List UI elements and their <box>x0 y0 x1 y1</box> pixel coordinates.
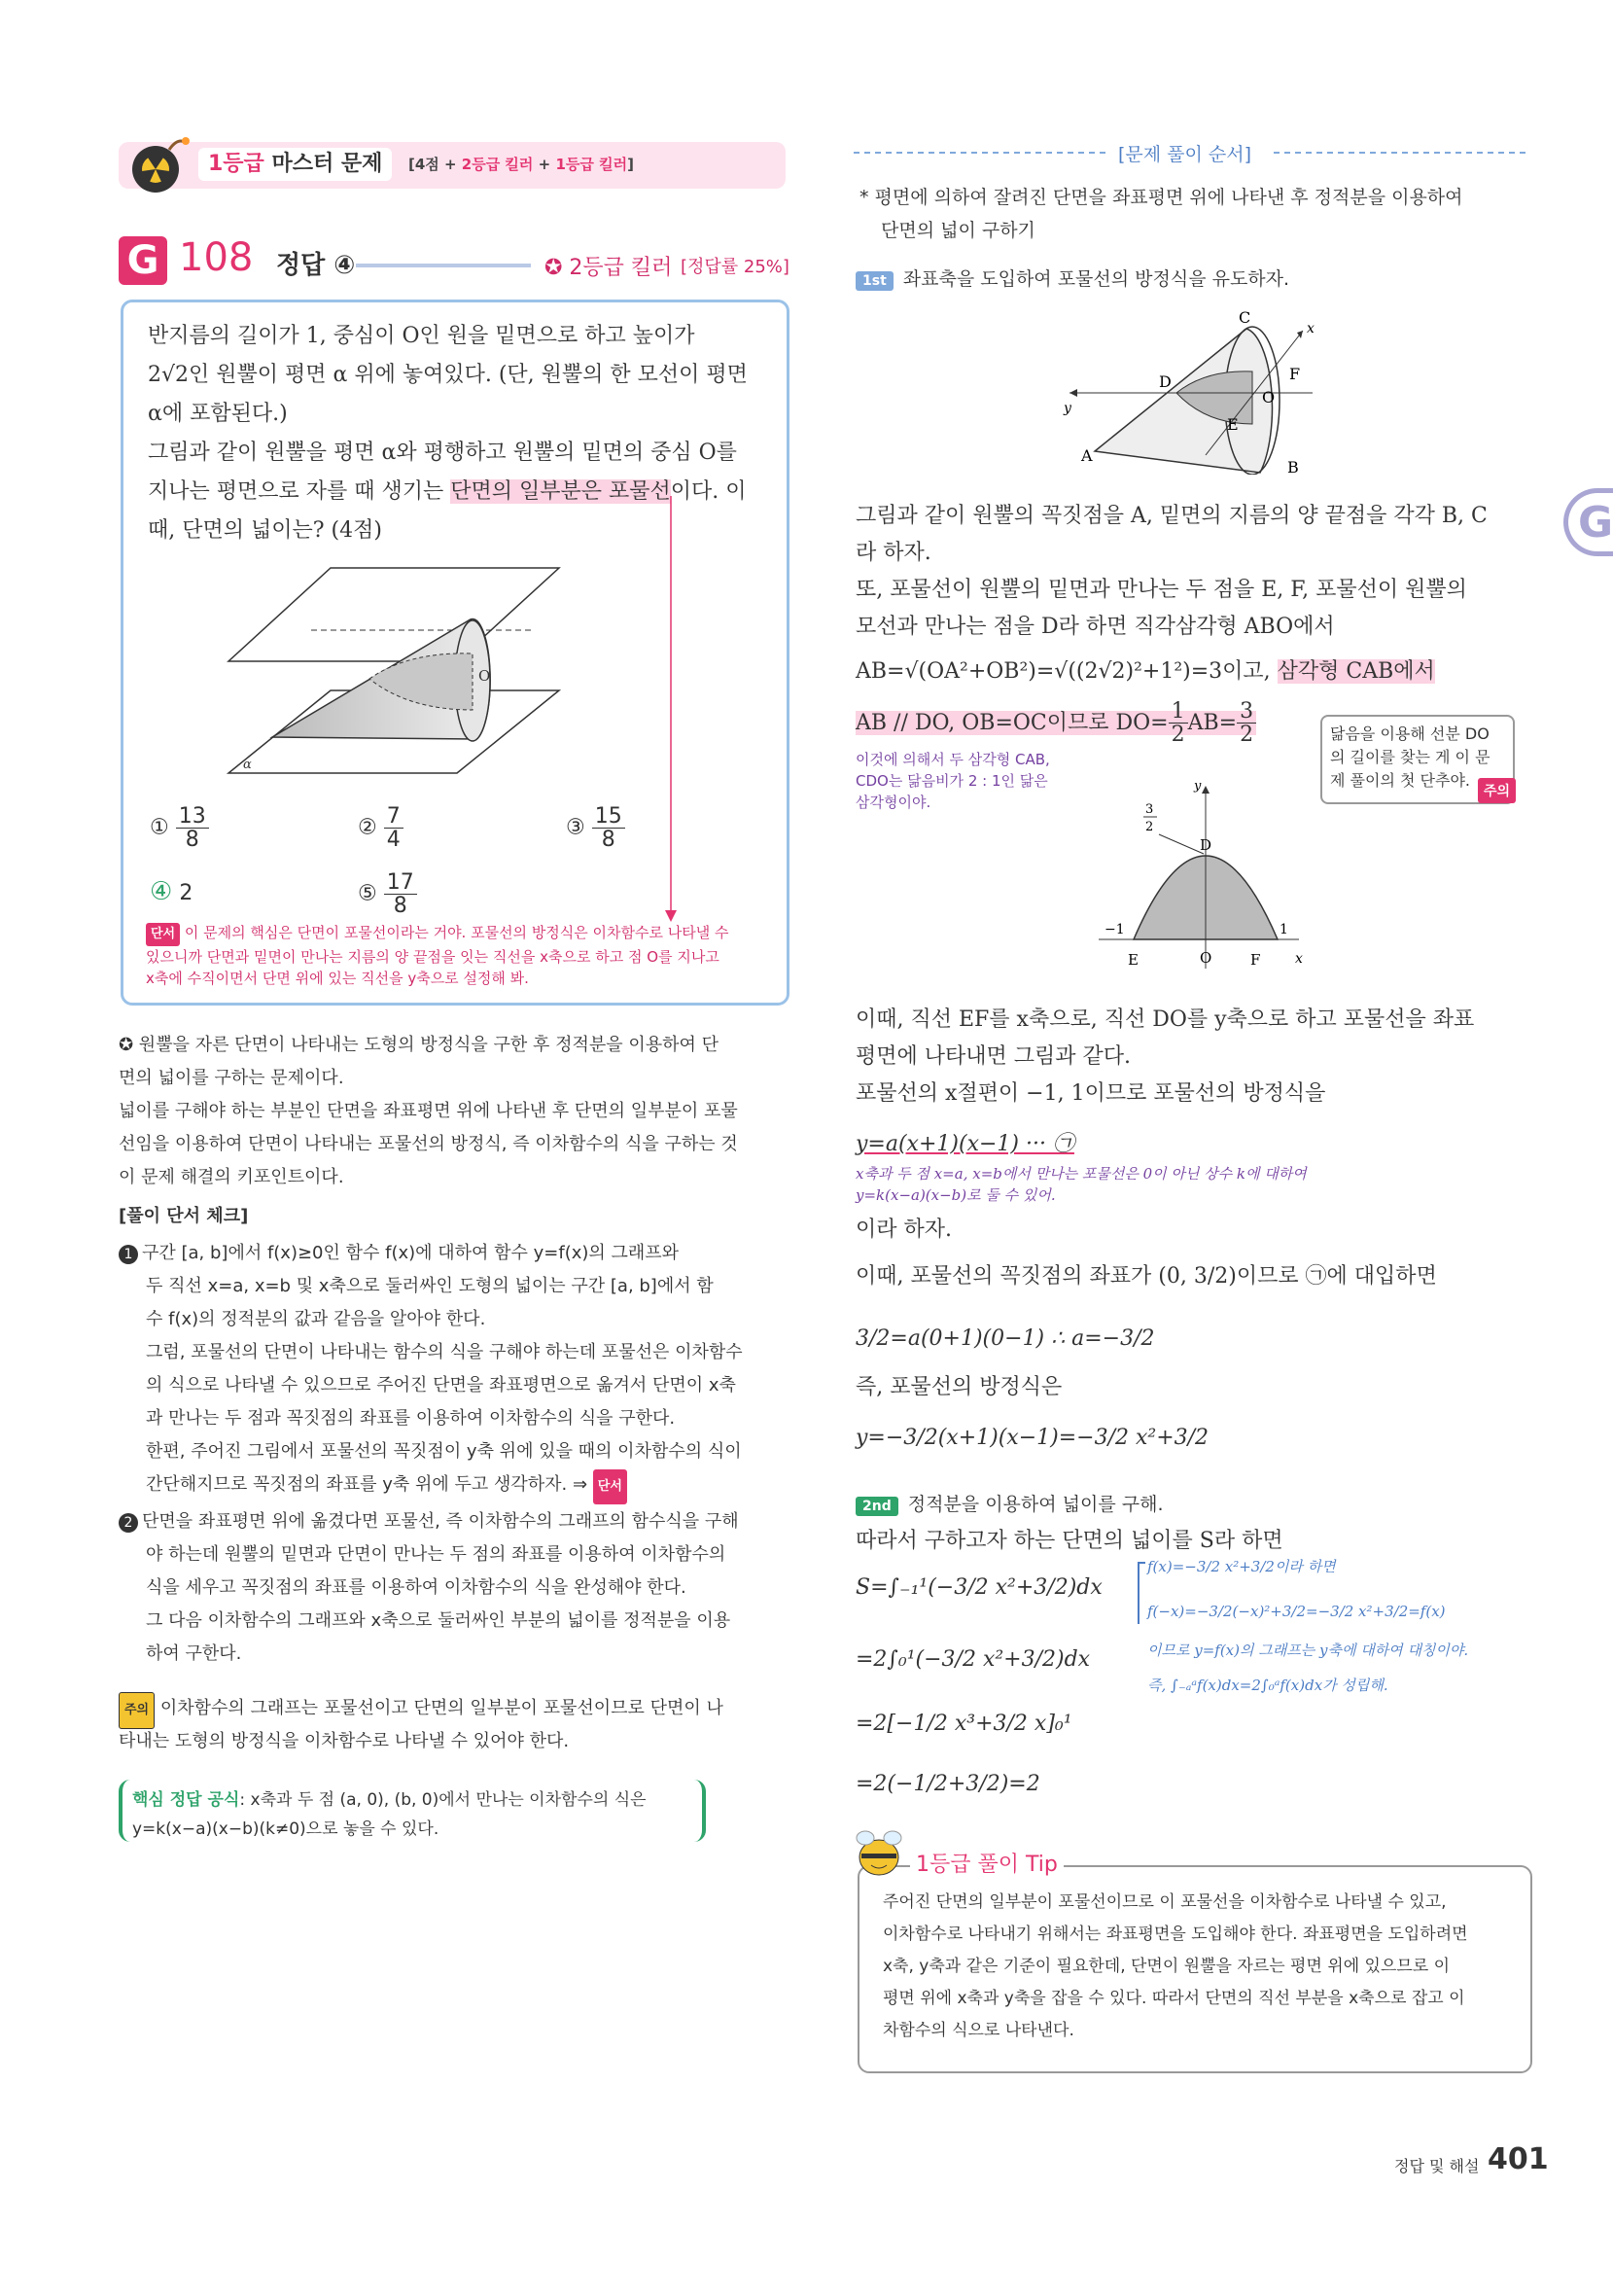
problem-line-1: 반지름의 길이가 1, 중심이 O인 원을 밑면으로 하고 높이가 <box>148 324 695 348</box>
fig2-label-num: 3 <box>1145 802 1154 817</box>
item2-line-4: 그 다음 이차함수의 그래프와 x축으로 둘러싸인 부분의 넓이를 정적분을 이용 <box>146 1610 731 1631</box>
p3: 이라 하자. <box>856 1218 952 1242</box>
fig1-label-b: B <box>1287 458 1299 475</box>
cone-plane-figure <box>214 564 661 778</box>
header-banner <box>119 142 786 189</box>
fig2-label-e: E <box>1128 951 1139 969</box>
item1-line-7: 한편, 주어진 그림에서 포물선의 꼭짓점이 y축 위에 있을 때의 이차함수의 식이 <box>146 1441 742 1462</box>
intro-line-4: 선임을 이용하여 단면이 나타내는 포물선의 방정식, 즉 이차함수의 식을 구하는 것 <box>119 1134 738 1154</box>
bomb-icon <box>124 132 193 196</box>
fig1-label-y: y <box>1064 401 1071 416</box>
fig2-label-den: 2 <box>1145 820 1154 834</box>
number-badge-1: 1 <box>119 1245 138 1264</box>
side-note-1: f(x)=−3/2 x²+3/2이라 하면 <box>1147 1558 1336 1575</box>
intro-line-5: 이 문제 해결의 키포인트이다. <box>119 1167 344 1187</box>
eq1-note-1: x축과 두 점 x=a, x=b에서 만나는 포물선은 0이 아닌 상수 k에 대하여 <box>856 1165 1307 1183</box>
highlight-parabola: 단면의 일부분은 포물선 <box>450 479 671 504</box>
parabola-figure <box>1079 778 1313 982</box>
side-note-2: f(−x)=−3/2(−x)²+3/2=−3/2 x²+3/2=f(x) <box>1147 1603 1446 1620</box>
p2-line-1: 이때, 직선 EF를 x축으로, 직선 DO를 y축으로 하고 포물선을 좌표 <box>856 1007 1475 1032</box>
step2-heading: 2nd 정적분을 이용하여 넓이를 구해. <box>856 1490 1164 1516</box>
intro-line-1: ✪ 원뿔을 자른 단면이 나타내는 도형의 방정식을 구한 후 정적분을 이용하여 단 <box>119 1035 719 1055</box>
purple-note-3: 삼각형이야. <box>856 794 931 811</box>
p1-line-1: 그림과 같이 원뿔의 꼭짓점을 A, 밑면의 지름의 양 끝점을 각각 B, C <box>856 504 1488 528</box>
fig1-label-f: F <box>1289 365 1301 383</box>
item1-line-5: 의 식으로 나타낼 수 있으므로 주어진 단면을 좌표평면으로 옮겨서 단면이 x축 <box>146 1375 736 1395</box>
problem-line-6: 때, 단면의 넓이는? (4점) <box>148 518 382 543</box>
caution-line-2: 타내는 도형의 방정식을 이차함수로 나타낼 수 있어야 한다. <box>119 1731 570 1751</box>
purple-note-2: CDO는 닮음비가 2 : 1인 닮은 <box>856 772 1048 790</box>
fig2-label-minus-one: −1 <box>1105 922 1125 937</box>
fig1-label-d: D <box>1159 372 1172 391</box>
caution-note-tag: 주의 <box>1478 778 1516 803</box>
step1-heading: 1st 좌표축을 도입하여 포물선의 방정식을 유도하자. <box>856 265 1289 291</box>
integral-4: =2(−1/2+3/2)=2 <box>856 1772 1040 1796</box>
fig1-label-a: A <box>1081 446 1093 465</box>
order-title: [문제 풀이 순서] <box>1118 144 1252 165</box>
p2-line-3: 포물선의 x절편이 −1, 1이므로 포물선의 방정식을 <box>856 1081 1326 1106</box>
item2-line-3: 식을 세우고 꼭짓점의 좌표를 이용하여 이차함수의 식을 완성해야 한다. <box>146 1577 686 1598</box>
problem-line-5: 지나는 평면으로 자를 때 생기는 단면의 일부분은 포물선이다. 이 <box>148 479 747 504</box>
p6: 따라서 구하고자 하는 단면의 넓이를 S라 하면 <box>856 1529 1283 1553</box>
footer-label: 정답 및 해설 <box>1394 2157 1480 2175</box>
hint-box: 단서 이 문제의 핵심은 단면이 포물선이라는 거야. 포물선의 방정식은 이차함수로 나타낼 수 있으니까 단면과 밑면이 만나는 지름의 양 끝점을 잇는 직선을 x축으로 하고 점 O를 지나고 x축에 수직이면서 단면 위에 있는 직선을 y축으로 설정해 봐. <box>146 924 729 987</box>
page-number: 401 <box>1488 2142 1549 2176</box>
purple-note-1: 이것에 의해서 두 삼각형 CAB, <box>856 751 1050 768</box>
killer-level: ✪ 2등급 킬러 <box>544 256 673 280</box>
hint-arrow <box>661 496 681 924</box>
item2-line-2: 야 하는데 원뿔의 밑면과 단면이 만나는 두 점의 좌표를 이용하여 이차함수의 <box>146 1544 726 1565</box>
problem-line-2: 2√2인 원뿔이 평면 α 위에 놓여있다. (단, 원뿔의 한 모선이 평면 <box>148 363 748 387</box>
caution-badge: 주의 <box>119 1692 155 1729</box>
fig1-label-x: x <box>1307 321 1315 336</box>
p1-line-3: 또, 포물선이 원뿔의 밑면과 만나는 두 점을 E, F, 포물선이 원뿔의 <box>856 578 1467 602</box>
caution-line-1: 주의 이차함수의 그래프는 포물선이고 단면의 일부분이 포물선이므로 단면이 나 <box>119 1692 789 1729</box>
choice-2[interactable]: ② $\frac{7}{4}$ <box>358 805 403 851</box>
item1-line-4: 그럼, 포물선의 단면이 나타내는 함수의 식을 구해야 하는데 포물선은 이차함수 <box>146 1342 743 1362</box>
step2-badge: 2nd <box>856 1497 898 1516</box>
fig2-label-d: D <box>1200 836 1212 854</box>
hint-badge: 단서 <box>146 923 180 946</box>
number-badge-2: 2 <box>119 1513 138 1533</box>
item1-line-2: 두 직선 x=a, x=b 및 x축으로 둘러싸인 도형의 넓이는 구간 [a, b]에서 함 <box>146 1276 714 1296</box>
p2-line-2: 평면에 나타내면 그림과 같다. <box>856 1044 1131 1069</box>
correct-rate: [정답률 25%] <box>681 257 789 277</box>
header-divider <box>356 264 531 267</box>
side-note-bracket <box>1138 1562 1145 1624</box>
item1-badge: 단서 <box>593 1469 627 1504</box>
eq-do: AB // DO, OB=OC이므로 DO= $\frac{1}{2}$ AB= $\frac{3}{2}$ <box>856 700 1322 746</box>
tip-text: 주어진 단면의 일부분이 포물선이므로 이 포물선을 이차함수로 나타낼 수 있고, 이차함수로 나타내기 위해서는 좌표평면을 도입해야 한다. 좌표평면을 도입하려면 x축, y축과 같은 기준이 필요한데, 단면이 원뿔을 자르는 평면 위에 있으므로 이 평면 위에 x축과 y축을 잡을 수 있다. 따라서 단면의 직선 부분을 x축으로 잡고 이 차함수의 식으로 나타낸다. <box>883 1892 1468 2040</box>
choice-5[interactable]: ⑤ $\frac{17}{8}$ <box>358 871 417 917</box>
order-line-1: * 평면에 의하여 잘려진 단면을 좌표평면 위에 나타낸 후 정적분을 이용하여 <box>859 187 1463 208</box>
item1-line-1: 1 구간 [a, b]에서 f(x)≥0인 함수 f(x)에 대하여 함수 y=f(x)의 그래프와 <box>119 1237 789 1270</box>
problem-line-4: 그림과 같이 원뿔을 평면 α와 평행하고 원뿔의 밑면의 중심 O를 <box>148 441 737 465</box>
section-badge: G <box>119 236 167 285</box>
step1-badge: 1st <box>856 271 894 291</box>
side-note-4: 즉, ∫₋ₐᵃf(x)dx=2∫₀ᵃf(x)dx가 성립해. <box>1147 1677 1388 1694</box>
fig2-label-f: F <box>1250 951 1261 969</box>
p4: 이때, 포물선의 꼭짓점의 좌표가 (0, 3/2)이므로 ㉠에 대입하면 <box>856 1264 1437 1289</box>
intro-line-3: 넓이를 구해야 하는 부분인 단면을 좌표평면 위에 나타낸 후 단면의 일부분이 포물 <box>119 1101 738 1121</box>
choice-4[interactable]: ④ 2 <box>150 877 193 906</box>
equation-2: 3/2=a(0+1)(0−1) ∴ a=−3/2 <box>856 1326 1155 1351</box>
choice-3[interactable]: ③ $\frac{15}{8}$ <box>566 805 625 851</box>
equation-3: y=−3/2(x+1)(x−1)=−3/2 x²+3/2 <box>856 1426 1210 1450</box>
p1-line-4: 모선과 만나는 점을 D라 하면 직각삼각형 ABO에서 <box>856 615 1335 639</box>
banner-subtitle: [4점 + 2등급 킬러 + 1등급 킬러] <box>408 156 634 173</box>
integral-1: S=∫₋₁¹(−3/2 x²+3/2)dx <box>856 1575 1103 1600</box>
eq1-note-2: y=k(x−a)(x−b)로 둘 수 있어. <box>856 1186 1056 1204</box>
cone-axes-figure <box>1060 309 1332 475</box>
fig2-label-y: y <box>1194 779 1202 794</box>
equation-1: y=a(x+1)(x−1) ··· ㉠ <box>856 1132 1074 1156</box>
eq-ab: AB=√(OA²+OB²)=√((2√2)²+1²)=3이고, 삼각형 CAB에서 <box>856 659 1435 684</box>
fig-label-alpha: α <box>243 758 252 772</box>
check-title: [풀이 단서 체크] <box>119 1206 249 1226</box>
intro-line-2: 면의 넓이를 구하는 문제이다. <box>119 1068 344 1088</box>
tip-title: 1등급 풀이 Tip <box>910 1848 1064 1878</box>
item1-line-3: 수 f(x)의 정적분의 값과 같음을 알아야 한다. <box>146 1309 486 1329</box>
caution-note-box: 닮음을 이용해 선분 DO 의 길이를 찾는 게 이 문 제 풀이의 첫 단추야. <box>1320 715 1515 804</box>
banner-title: 1등급 마스터 문제 <box>198 148 392 181</box>
fig1-label-c: C <box>1239 309 1251 327</box>
bee-icon <box>852 1828 906 1879</box>
order-line-2: 단면의 넓이 구하기 <box>881 220 1035 241</box>
problem-number: 108 <box>179 235 254 280</box>
chapter-side-tab: G <box>1563 488 1613 556</box>
fig2-label-x: x <box>1295 951 1303 967</box>
fig2-label-o: O <box>1200 949 1212 967</box>
p1-line-2: 라 하자. <box>856 541 931 565</box>
item2-line-5: 하여 구한다. <box>146 1643 242 1664</box>
integral-2: =2∫₀¹(−3/2 x²+3/2)dx <box>856 1647 1091 1672</box>
item2-line-1: 2 단면을 좌표평면 위에 옮겼다면 포물선, 즉 이차함수의 그래프의 함수식을 구해 <box>119 1505 789 1538</box>
integral-3: =2[−1/2 x³+3/2 x]₀¹ <box>856 1712 1072 1736</box>
problem-line-3: α에 포함된다.) <box>148 402 288 426</box>
fig1-label-e: E <box>1227 415 1239 434</box>
item1-line-8: 간단해지므로 꼭짓점의 좌표를 y축 위에 두고 생각하자. ⇒ 단서 <box>146 1468 789 1504</box>
key-formula-line-2: y=k(x−a)(x−b)(k≠0)으로 놓을 수 있다. <box>132 1819 439 1839</box>
answer-label: 정답 ④ <box>276 251 356 280</box>
fig-label-o: O <box>478 667 491 685</box>
fig1-label-o: O <box>1262 388 1276 406</box>
side-note-3: 이므로 y=f(x)의 그래프는 y축에 대하여 대칭이야. <box>1147 1642 1469 1659</box>
choice-1[interactable]: ① $\frac{13}{8}$ <box>150 805 209 851</box>
p5: 즉, 포물선의 방정식은 <box>856 1375 1063 1399</box>
item1-line-6: 과 만나는 두 점과 꼭짓점의 좌표를 이용하여 이차함수의 식을 구한다. <box>146 1408 676 1429</box>
key-formula-line-1: 핵심 정답 공식: x축과 두 점 (a, 0), (b, 0)에서 만나는 이차함수의 식은 <box>132 1790 647 1810</box>
fig2-label-one: 1 <box>1280 922 1288 937</box>
